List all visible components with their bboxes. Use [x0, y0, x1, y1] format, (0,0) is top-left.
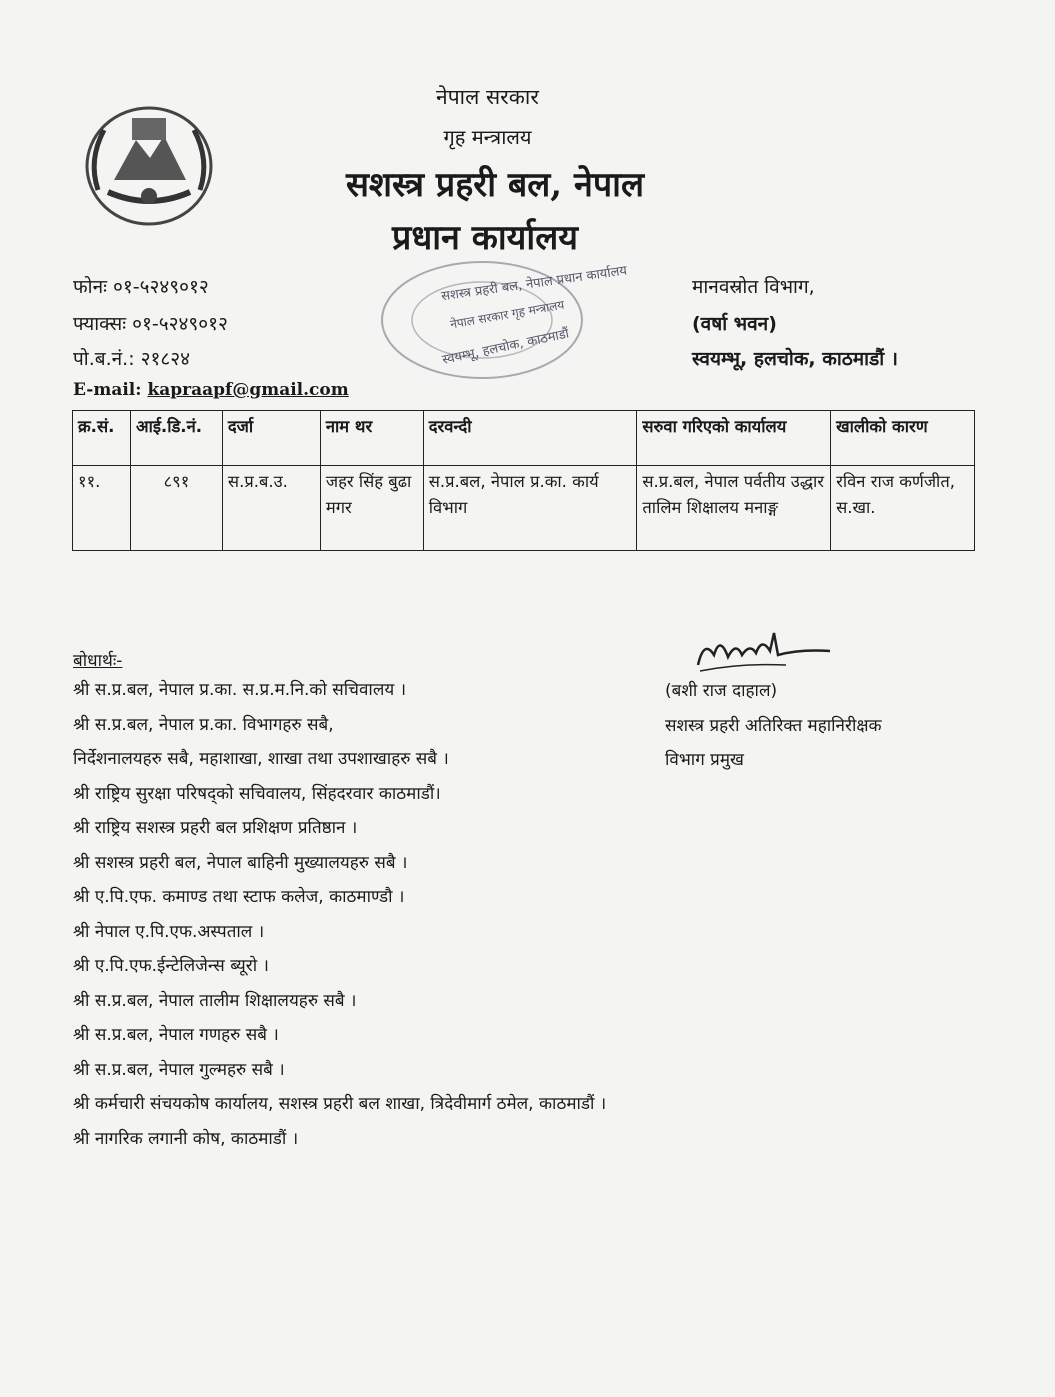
list-item: श्री ए.पि.एफ. कमाण्ड तथा स्टाफ कलेज, काठमाण्डौ ।	[73, 887, 405, 907]
list-item: श्री सशस्त्र प्रहरी बल, नेपाल बाहिनी मुख्यालयहरु सबै ।	[73, 852, 408, 873]
dept-building: (वर्षा भवन)	[692, 313, 777, 335]
table-header-row	[73, 411, 975, 466]
list-item: श्री स.प्र.बल, नेपाल तालीम शिक्षालयहरु सबै ।	[73, 990, 357, 1011]
cell-post: स.प्र.बल, नेपाल प्र.का. कार्य विभाग	[423, 466, 637, 551]
cc-title: बोधार्थः-	[73, 651, 123, 671]
transfer-table	[72, 410, 975, 551]
list-item: श्री राष्ट्रिय सुरक्षा परिषद्को सचिवालय, सिंहदरवार काठमाडौं।	[73, 783, 441, 804]
signatory-role: विभाग प्रमुख	[665, 750, 744, 770]
signatory-name: (बशी राज दाहाल)	[665, 681, 778, 701]
cell-rank: स.प्र.ब.उ.	[222, 466, 320, 551]
office-round-stamp-icon	[375, 255, 628, 385]
col-header-name: नाम थर	[320, 411, 423, 466]
email-link[interactable]: kapraapf@gmail.com	[147, 380, 349, 400]
contact-email-row	[73, 380, 349, 400]
table-row	[73, 466, 975, 551]
cell-vacancy-reason: रविन राज कर्णजीत, स.खा.	[831, 466, 975, 551]
stamp-text-inner: नेपाल सरकार गृह मन्त्रालय	[449, 297, 566, 332]
col-header-transfer-office: सरुवा गरिएको कार्यालय	[637, 411, 831, 466]
signatory-title: सशस्त्र प्रहरी अतिरिक्त महानिरीक्षक	[665, 716, 882, 736]
header-org: सशस्त्र प्रहरी बल, नेपाल	[345, 165, 645, 205]
list-item: निर्देशनालयहरु सबै, महाशाखा, शाखा तथा उपशाखाहरु सबै ।	[73, 749, 449, 769]
cell-serial: ११.	[73, 466, 131, 551]
list-item: श्री स.प्र.बल, नेपाल गणहरु सबै ।	[73, 1025, 279, 1045]
list-item: श्री ए.पि.एफ.ईन्टेलिजेन्स ब्यूरो ।	[73, 956, 269, 976]
email-label: E-mail:	[73, 380, 142, 400]
list-item: श्री नेपाल ए.पि.एफ.अस्पताल ।	[73, 921, 265, 942]
stamp-text-outer: सशस्त्र प्रहरी बल, नेपाल प्रधान कार्यालय	[440, 263, 628, 305]
list-item: श्री स.प्र.बल, नेपाल प्र.का. विभागहरु सबै,	[73, 714, 334, 735]
col-header-vacancy-reason: खालीको कारण	[831, 411, 975, 466]
header-ministry: गृह मन्त्रालय	[443, 125, 532, 149]
list-item: श्री कर्मचारी संचयकोष कार्यालय, सशस्त्र प्रहरी बल शाखा, त्रिदेवीमार्ग ठमेल, काठमाडौं ।	[73, 1094, 607, 1114]
col-header-rank: दर्जा	[222, 411, 320, 466]
list-item: श्री नागरिक लगानी कोष, काठमाडौं ।	[73, 1128, 299, 1149]
cell-id: ८९१	[130, 466, 222, 551]
cc-list	[73, 678, 606, 1161]
col-header-serial: क्र.सं.	[73, 411, 131, 466]
dept-name: मानवस्रोत विभाग,	[692, 276, 815, 298]
handwritten-signature-icon	[690, 625, 840, 684]
header-office: प्रधान कार्यालय	[392, 218, 578, 258]
nepal-government-emblem-icon	[78, 100, 220, 232]
header-govt: नेपाल सरकार	[436, 85, 539, 109]
contact-pobox: पो.ब.नं.: २१८२४	[73, 348, 191, 370]
col-header-id: आई.डि.नं.	[130, 411, 222, 466]
cell-name: जहर सिंह बुढा मगर	[320, 466, 423, 551]
list-item: श्री स.प्र.बल, नेपाल प्र.का. स.प्र.म.नि.को सचिवालय ।	[73, 680, 407, 700]
dept-address: स्वयम्भू, हलचोक, काठमाडौं ।	[692, 348, 898, 370]
list-item: श्री स.प्र.बल, नेपाल गुल्महरु सबै ।	[73, 1059, 285, 1080]
cell-transfer-office: स.प्र.बल, नेपाल पर्वतीय उद्धार तालिम शिक्षालय मनाङ्ग	[637, 466, 831, 551]
contact-fax: फ्याक्सः ०१-५२४९०१२	[73, 313, 228, 335]
stamp-text-bottom: स्वयम्भू, हलचोक, काठमाडौं	[441, 326, 571, 368]
contact-phone: फोनः ०१-५२४९०१२	[73, 276, 209, 298]
col-header-post: दरवन्दी	[423, 411, 637, 466]
list-item: श्री राष्ट्रिय सशस्त्र प्रहरी बल प्रशिक्षण प्रतिष्ठान ।	[73, 818, 358, 838]
